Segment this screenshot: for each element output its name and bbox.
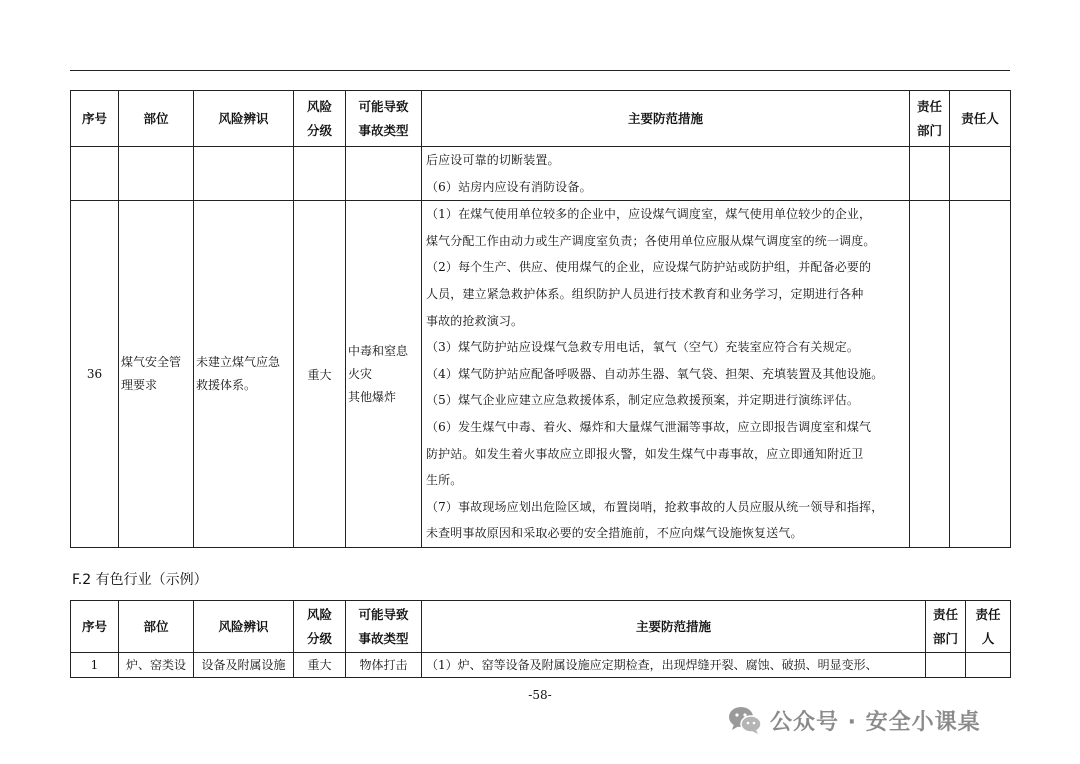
row-part: 煤气安全管 理要求 [119,201,194,548]
row2-measures: （1）炉、窑等设备及附属设施应定期检查，出现焊缝开裂、腐蚀、破损、明显变形、 [422,653,926,678]
row2-level: 重大 [294,653,346,678]
header2-risk: 风险辨识 [194,601,294,653]
row2-part: 炉、窑类设 [119,653,194,678]
header-accident: 可能导致 事故类型 [346,91,422,147]
header-level: 风险 分级 [294,91,346,147]
measures-cell-continued: 后应设可靠的切断装置。 （6）站房内应设有消防设备。 [422,147,910,201]
row-person [950,201,1011,548]
section-title: F.2 有色行业（示例） [72,572,208,588]
row2-risk: 设备及附属设施 [194,653,294,678]
row-level: 重大 [294,201,346,548]
table2-header-row [71,601,1011,653]
header-dept: 责任 部门 [910,91,950,147]
header-measures: 主要防范措施 [422,91,910,147]
risk-table-2 [70,600,1011,678]
header-part: 部位 [119,91,194,147]
page-number: -58- [528,688,552,702]
header-risk: 风险辨识 [194,91,294,147]
table-header-row [71,91,1011,147]
header2-no: 序号 [71,601,119,653]
header2-measures: 主要防范措施 [422,601,926,653]
row-accident: 中毒和窒息 火灾 其他爆炸 [346,201,422,548]
measures-cell-36: （1）在煤气使用单位较多的企业中，应设煤气调度室，煤气使用单位较少的企业， 煤气分配工作由动力或生产调度室负责；各使用单位应服从煤气调度室的统一调度。 （2）每个生产、供应、使用煤气的企业，应设煤气防护站或防护组，并配备必要的 人员，建立紧急救护体系。组织防护人员进行技术教育和业务学习，定期进行各种 事故的抢救演习。 （3）煤气防护站应设煤气急救专用电话，氧气（空气）充装室应符合有关规定。 （4）煤气防护站应配备呼吸器、自动苏生器、氧气袋、担架、充填装置及其他设施。 （5）煤气企业应建立应急救援体系，制定应急救援预案，并定期进行演练评估。 （6）发生煤气中毒、着火、爆炸和大量煤气泄漏等事故，应立即报告调度室和煤气 防护站。如发生着火事故应立即报火警，如发生煤气中毒事故，应立即通知附近卫 生所。 （7）事故现场应划出危险区域，布置岗哨，抢救事故的人员应服从统一领导和指挥， 未查明事故原因和采取必要的安全措施前，不应向煤气设施恢复送气。 [422,201,910,548]
header-no: 序号 [71,91,119,147]
header2-part: 部位 [119,601,194,653]
top-rule [70,70,1010,71]
header2-accident: 可能导致 事故类型 [346,601,422,653]
wechat-icon [728,705,762,735]
row-dept [910,201,950,548]
table-row-36 [71,201,1011,548]
watermark [728,702,981,738]
table-row-continued [71,147,1011,201]
header2-level: 风险 分级 [294,601,346,653]
row2-no: 1 [71,653,119,678]
header-person: 责任人 [950,91,1011,147]
risk-table-1 [70,90,1011,548]
header2-dept: 责任 部门 [926,601,966,653]
row-no: 36 [71,201,119,548]
table2-row-1 [71,653,1011,678]
row2-accident: 物体打击 [346,653,422,678]
row-risk: 未建立煤气应急 救援体系。 [194,201,294,548]
watermark-text: 公众号 · 安全小课桌 [770,709,981,735]
header2-person: 责任 人 [966,601,1011,653]
